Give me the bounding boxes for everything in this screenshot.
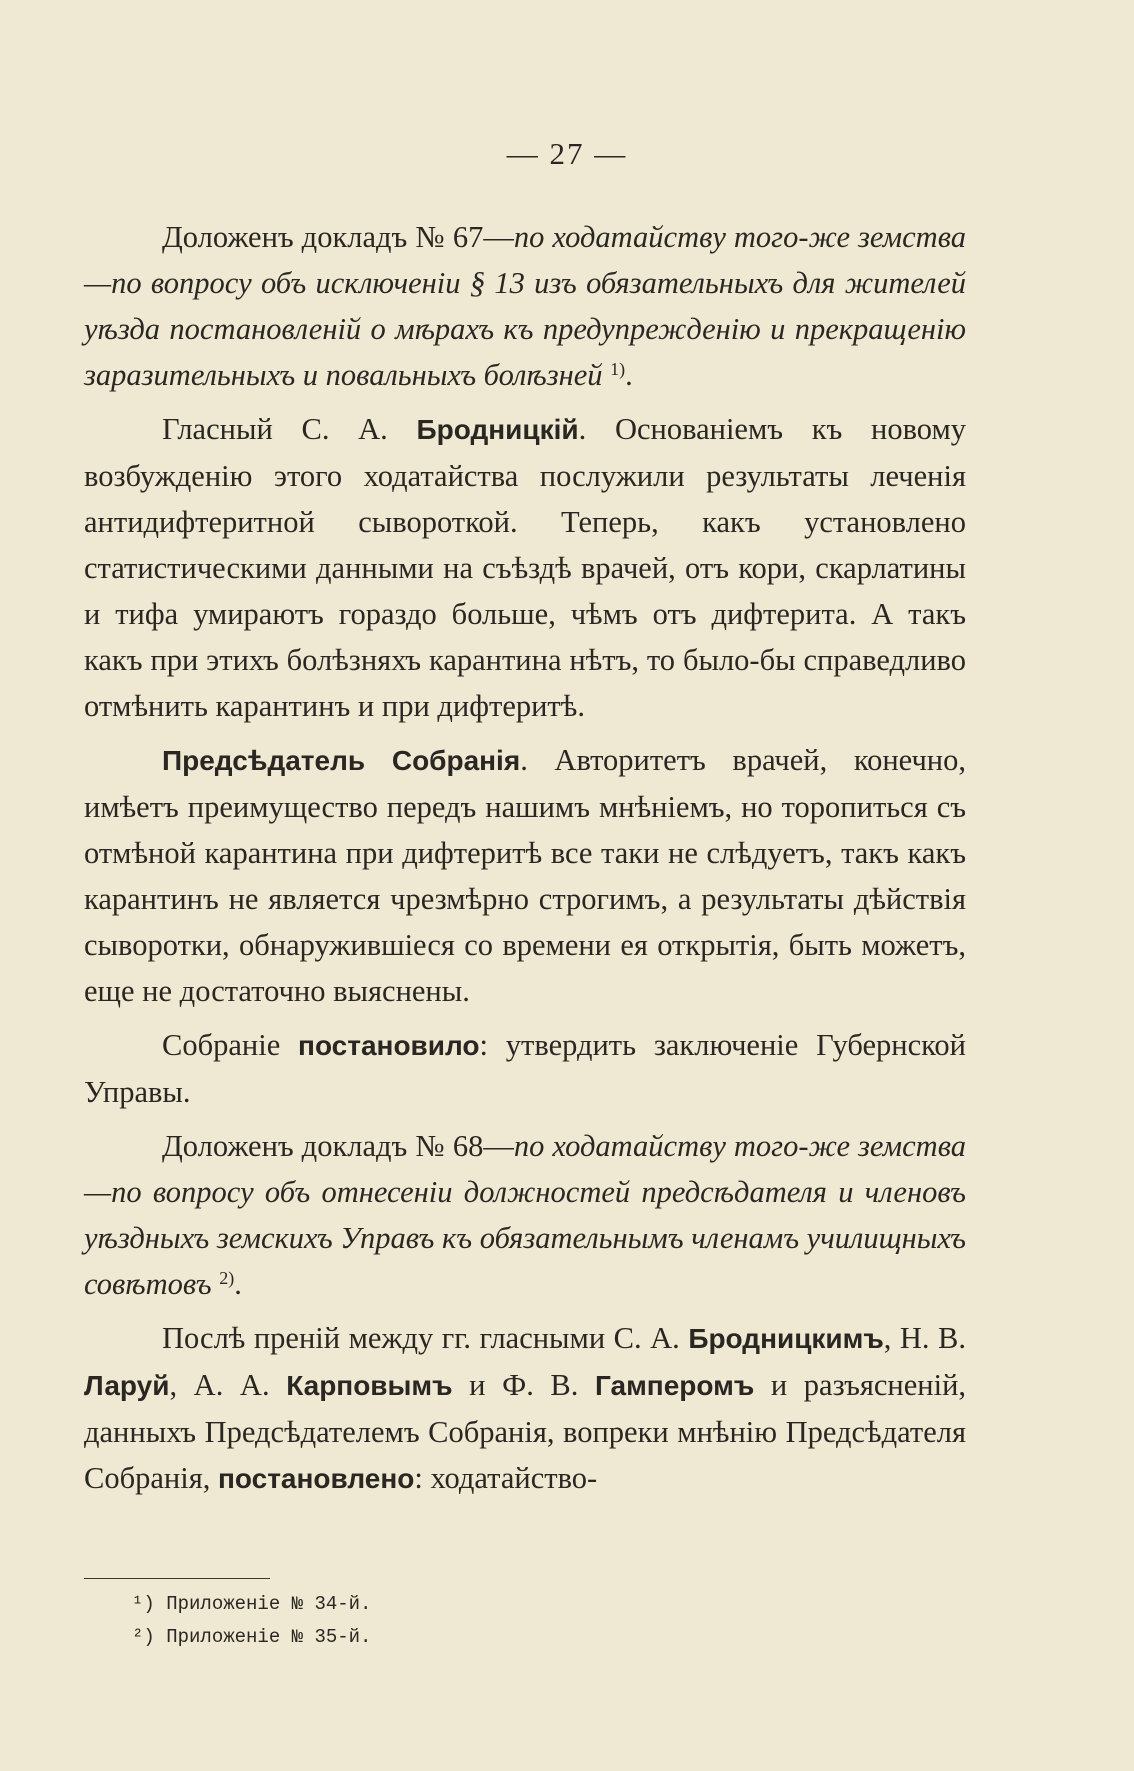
paragraph-report-68 <box>84 1123 966 1307</box>
footnote <box>132 1588 371 1621</box>
period: . <box>234 1267 242 1301</box>
report-subject: по ходатайству того-же земства—по вопросу объ отнесеніи должностей предсѣдателя и членовъ уѣздныхъ земскихъ Управъ къ обязательнымъ членамъ училищныхъ совѣтовъ <box>84 1129 966 1301</box>
speech-text: . Основаніемъ къ новому возбужденію этого ходатайства послужили результаты леченія антидифтеритной сывороткой. Теперь, какъ установлено статистическими данными на съѣздѣ врачей, отъ кори, скарлатины и тифа умираютъ гораздо больше, чѣмъ отъ дифтерита. А такъ какъ при этихъ болѣзняхъ карантина нѣтъ, то было-бы справедливо отмѣнить карантинъ и при дифтеритѣ. <box>84 412 967 723</box>
footnote-text: Приложеніе № 34-й. <box>166 1593 372 1615</box>
footnotes <box>132 1588 371 1654</box>
paragraph-brodnitsky <box>84 406 966 729</box>
text-run: и разъясненій, данныхъ Предсѣдателемъ Собранія, вопреки мнѣнію Предсѣдателя Собранія, <box>84 1368 967 1495</box>
text-run: : ходатайство- <box>414 1461 598 1495</box>
footnote-ref: 1) <box>610 359 626 379</box>
page-number: — 27 — <box>506 136 628 171</box>
speaker-name: Гамперомъ <box>595 1370 755 1401</box>
speech-text: . Авторитетъ врачей, конечно, имѣетъ преимущество передъ нашимъ мнѣніемъ, но торопиться съ отмѣной карантина при дифтеритѣ все таки не слѣдуетъ, такъ какъ карантинъ не является чрезмѣрно строгимъ, а результаты дѣйствія сыворотки, обнаружившіеся со времени ея открытія, быть можетъ, еще не достаточно выяснены. <box>84 743 966 1008</box>
paragraph-report-67 <box>84 214 966 398</box>
resolution-lead: Собраніе <box>162 1028 281 1062</box>
dash: — <box>483 1129 514 1163</box>
period: . <box>625 358 633 392</box>
footnote-ref: 2) <box>219 1268 235 1288</box>
resolution-keyword: постановило <box>298 1030 480 1061</box>
speaker-name: Предсѣдатель Собранія <box>162 745 521 776</box>
report-lead: Доложенъ докладъ № 67 <box>162 220 484 254</box>
dash: — <box>483 220 514 254</box>
text-run: , А. А. <box>169 1368 270 1402</box>
footnote-mark: ²) <box>132 1626 155 1648</box>
paragraph-chairman <box>84 737 966 1014</box>
speaker-name: Бродницкій <box>416 414 579 445</box>
speaker-name: Ларуй <box>84 1370 170 1401</box>
footnote-mark: ¹) <box>132 1593 155 1615</box>
speaker-prefix: Гласный С. А. <box>162 412 388 446</box>
body-text <box>84 214 966 1510</box>
footnote-divider <box>84 1578 270 1579</box>
text-run: Послѣ преній между гг. гласными С. А. <box>162 1321 680 1355</box>
paragraph-debate <box>84 1315 966 1502</box>
text-run: , Н. В. <box>883 1321 967 1355</box>
resolution-keyword: постановлено <box>217 1463 415 1494</box>
paragraph-resolution <box>84 1022 966 1115</box>
resolution-text: : утвердить заключеніе Губернской Управы. <box>84 1028 966 1109</box>
footnote-text: Приложеніе № 35-й. <box>166 1626 372 1648</box>
text-run: и Ф. В. <box>469 1368 579 1402</box>
speaker-name: Бродницкимъ <box>688 1323 884 1354</box>
report-lead: Доложенъ докладъ № 68 <box>162 1129 484 1163</box>
footnote <box>132 1621 371 1654</box>
report-subject: по ходатайству того-же земства—по вопросу объ исключеніи § 13 изъ обязательныхъ для жителей уѣзда постановленій о мѣрахъ къ предупрежденію и прекращенію заразительныхъ и повальныхъ болѣзней <box>84 220 966 392</box>
speaker-name: Карповымъ <box>286 1370 453 1401</box>
